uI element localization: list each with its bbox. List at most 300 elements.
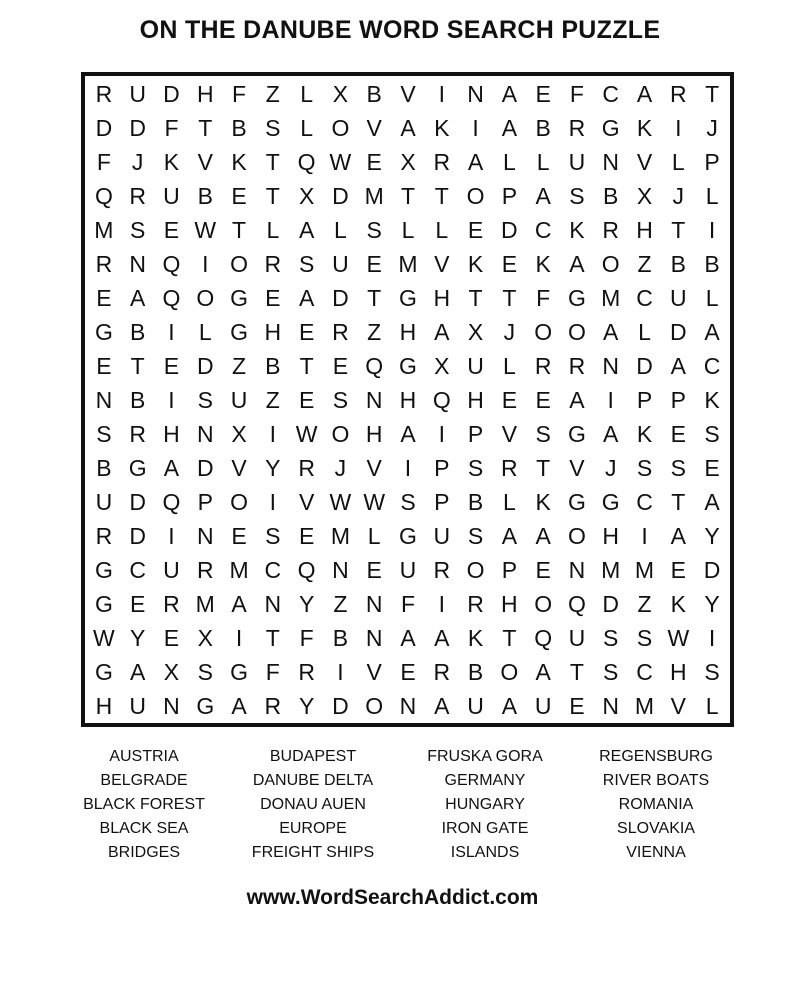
grid-letter: G: [94, 658, 113, 685]
grid-letter: P: [501, 556, 518, 583]
grid-letter: A: [298, 217, 315, 244]
grid-letter: L: [705, 183, 719, 210]
grid-letter: S: [569, 183, 585, 210]
grid-letter: A: [130, 285, 146, 312]
grid-letter: B: [704, 251, 720, 278]
grid-letter: E: [163, 624, 180, 651]
grid-letter: H: [636, 217, 653, 244]
grid-letter: B: [130, 319, 146, 346]
grid-letter: Z: [333, 590, 348, 617]
word-list-item: SLOVAKIA: [617, 820, 695, 837]
grid-letter: G: [94, 319, 113, 346]
grid-letter: X: [400, 149, 416, 176]
word-list-item: IRON GATE: [441, 820, 529, 837]
grid-letter: B: [670, 251, 686, 278]
grid-letter: A: [603, 420, 619, 447]
grid-letter: R: [433, 149, 451, 176]
grid-letter: T: [367, 285, 382, 312]
grid-letter: Y: [130, 624, 146, 651]
grid-letter: T: [265, 624, 280, 651]
grid-letter: U: [163, 183, 180, 210]
grid-letter: Q: [162, 251, 181, 278]
grid-letter: E: [670, 420, 686, 447]
grid-letter: R: [95, 81, 113, 108]
grid-letter: A: [535, 658, 551, 685]
grid-letter: K: [467, 251, 484, 278]
grid-letter: D: [163, 81, 180, 108]
grid-letter: T: [198, 115, 213, 142]
grid-letter: A: [434, 624, 450, 651]
word-list-item: RIVER BOATS: [602, 772, 710, 789]
grid-letter: A: [501, 692, 518, 719]
grid-letter: P: [434, 488, 450, 515]
grid-letter: I: [675, 115, 682, 142]
grid-letter: T: [400, 183, 416, 210]
grid-letter: Q: [162, 285, 181, 312]
grid-letter: G: [601, 488, 620, 515]
grid-letter: E: [366, 556, 382, 583]
grid-letter: S: [603, 658, 619, 685]
grid-letter: D: [669, 319, 687, 346]
grid-letter: S: [265, 115, 281, 142]
grid-letter: I: [472, 115, 479, 142]
grid-letter: C: [264, 556, 282, 583]
grid-letter: F: [299, 624, 314, 651]
grid-letter: R: [501, 454, 518, 481]
grid-letter: R: [332, 319, 349, 346]
grid-letter: V: [366, 658, 382, 685]
grid-letter: H: [163, 420, 180, 447]
grid-letter: F: [232, 81, 247, 108]
grid-letter: V: [366, 454, 382, 481]
grid-letter: E: [130, 590, 146, 617]
grid-letter: M: [601, 285, 621, 312]
grid-letter: A: [231, 692, 247, 719]
grid-letter: E: [569, 692, 585, 719]
grid-letter: N: [129, 251, 146, 278]
grid-letter: N: [365, 590, 383, 617]
grid-letter: E: [535, 81, 551, 108]
grid-letter: G: [601, 115, 620, 142]
grid-letter: O: [567, 319, 586, 346]
grid-letter: P: [501, 183, 518, 210]
grid-letter: C: [129, 556, 146, 583]
grid-letter: L: [435, 217, 449, 244]
grid-letter: I: [641, 522, 648, 549]
grid-letter: X: [332, 81, 349, 108]
grid-letter: B: [467, 658, 484, 685]
grid-letter: U: [669, 285, 687, 312]
grid-letter: R: [568, 353, 586, 380]
grid-letter: B: [467, 488, 484, 515]
grid-letter: P: [467, 420, 484, 447]
puzzle-title: ON THE DANUBE WORD SEARCH PUZZLE: [139, 16, 661, 44]
grid-letter: T: [434, 183, 449, 210]
grid-letter: H: [399, 386, 417, 413]
grid-letter: I: [269, 488, 277, 515]
grid-letter: M: [330, 522, 350, 549]
grid-letter: G: [196, 692, 215, 719]
grid-letter: Y: [298, 590, 315, 617]
grid-letter: J: [334, 454, 347, 481]
word-list-item: HUNGARY: [445, 796, 525, 813]
grid-letter: N: [602, 692, 620, 719]
grid-letter: F: [96, 149, 111, 176]
grid-letter: E: [535, 386, 551, 413]
grid-letter: D: [332, 692, 349, 719]
grid-letter: F: [265, 658, 280, 685]
grid-letter: E: [96, 285, 112, 312]
grid-letter: S: [467, 522, 484, 549]
grid-letter: S: [636, 624, 653, 651]
grid-letter: O: [466, 556, 485, 583]
grid-letter: Z: [265, 386, 280, 413]
grid-letter: V: [366, 115, 382, 142]
grid-letter: A: [163, 454, 180, 481]
grid-letter: I: [708, 217, 716, 244]
grid-letter: A: [704, 319, 720, 346]
grid-letter: A: [535, 183, 551, 210]
grid-letter: O: [500, 658, 519, 685]
grid-letter: H: [467, 386, 484, 413]
word-list-item: BLACK FOREST: [83, 796, 205, 813]
grid-letter: E: [231, 522, 247, 549]
grid-letter: L: [401, 217, 415, 244]
grid-letter: R: [534, 353, 552, 380]
grid-letter: L: [367, 522, 381, 549]
grid-letter: R: [298, 658, 315, 685]
grid-letter: I: [607, 386, 614, 413]
grid-letter: K: [670, 590, 686, 617]
word-list: [60, 745, 750, 865]
grid-letter: O: [230, 251, 248, 278]
word-list-item: AUSTRIA: [109, 748, 179, 765]
grid-letter: E: [163, 353, 180, 380]
word-list-item: FRUSKA GORA: [427, 748, 543, 765]
grid-letter: I: [438, 420, 445, 447]
grid-letter: C: [636, 658, 653, 685]
grid-letter: S: [332, 386, 349, 413]
grid-letter: P: [670, 386, 686, 413]
grid-letter: G: [399, 353, 417, 380]
grid-letter: S: [704, 420, 720, 447]
grid-letter: R: [602, 217, 620, 244]
word-list-item: DONAU AUEN: [260, 796, 366, 813]
grid-letter: G: [567, 488, 586, 515]
grid-letter: F: [164, 115, 179, 142]
grid-letter: I: [202, 251, 209, 278]
grid-letter: L: [502, 149, 516, 176]
grid-letter: L: [300, 81, 314, 108]
grid-letter: S: [603, 624, 619, 651]
letter-grid: [87, 78, 729, 723]
grid-letter: T: [536, 454, 551, 481]
grid-letter: I: [438, 590, 445, 617]
grid-letter: M: [601, 556, 621, 583]
grid-letter: X: [636, 183, 653, 210]
grid-letter: E: [366, 149, 382, 176]
grid-letter: M: [229, 556, 249, 583]
grid-letter: R: [264, 251, 282, 278]
grid-letter: Y: [704, 522, 720, 549]
grid-letter: D: [501, 217, 518, 244]
grid-letter: T: [468, 285, 483, 312]
grid-letter: D: [703, 556, 721, 583]
grid-letter: I: [168, 522, 175, 549]
grid-letter: H: [95, 692, 113, 719]
grid-letter: J: [503, 319, 516, 346]
grid-letter: H: [264, 319, 282, 346]
grid-letter: S: [670, 454, 686, 481]
grid-letter: G: [230, 285, 248, 312]
grid-letter: Z: [637, 251, 652, 278]
grid-letter: D: [129, 522, 146, 549]
grid-letter: G: [399, 522, 417, 549]
grid-letter: S: [704, 658, 720, 685]
grid-letter: L: [266, 217, 280, 244]
grid-letter: A: [467, 149, 484, 176]
grid-letter: E: [163, 217, 180, 244]
grid-letter: U: [129, 81, 146, 108]
grid-letter: O: [196, 285, 215, 312]
grid-letter: A: [400, 420, 416, 447]
grid-letter: U: [433, 522, 451, 549]
grid-letter: G: [567, 420, 586, 447]
grid-letter: H: [669, 658, 687, 685]
grid-letter: N: [568, 556, 586, 583]
grid-letter: C: [602, 81, 620, 108]
grid-letter: U: [129, 692, 146, 719]
grid-letter: S: [197, 658, 213, 685]
grid-letter: I: [337, 658, 344, 685]
grid-letter: C: [534, 217, 552, 244]
grid-letter: U: [568, 149, 586, 176]
word-list-item: BELGRADE: [100, 772, 188, 789]
grid-letter: G: [399, 285, 417, 312]
grid-letter: F: [536, 285, 551, 312]
grid-letter: B: [96, 454, 112, 481]
grid-letter: K: [535, 488, 551, 515]
grid-letter: M: [398, 251, 418, 278]
grid-letter: K: [163, 149, 180, 176]
grid-letter: R: [95, 522, 113, 549]
grid-letter: B: [197, 183, 213, 210]
grid-letter: A: [130, 658, 146, 685]
grid-letter: C: [636, 285, 653, 312]
grid-letter: A: [569, 251, 585, 278]
grid-letter: S: [265, 522, 281, 549]
word-list-item: FREIGHT SHIPS: [251, 844, 375, 861]
grid-letter: X: [467, 319, 484, 346]
grid-letter: N: [95, 386, 113, 413]
grid-letter: J: [604, 454, 617, 481]
grid-letter: U: [95, 488, 113, 515]
grid-letter: I: [269, 420, 277, 447]
word-list-item: ROMANIA: [618, 796, 694, 813]
grid-letter: Q: [534, 624, 553, 651]
grid-letter: C: [636, 488, 653, 515]
grid-letter: D: [636, 353, 653, 380]
grid-letter: N: [365, 386, 383, 413]
grid-letter: A: [400, 624, 416, 651]
grid-letter: S: [400, 488, 416, 515]
grid-letter: T: [232, 217, 247, 244]
grid-letter: K: [467, 624, 484, 651]
grid-letter: Z: [232, 353, 247, 380]
grid-letter: E: [467, 217, 484, 244]
grid-letter: T: [569, 658, 584, 685]
grid-letter: N: [399, 692, 417, 719]
grid-letter: I: [168, 319, 175, 346]
grid-letter: A: [434, 319, 450, 346]
grid-letter: G: [94, 556, 113, 583]
grid-letter: S: [535, 420, 551, 447]
grid-letter: D: [196, 353, 214, 380]
grid-letter: I: [235, 624, 243, 651]
grid-letter: X: [197, 624, 213, 651]
website-footer: www.WordSearchAddict.com: [246, 886, 539, 909]
word-list-item: VIENNA: [626, 844, 686, 861]
grid-letter: T: [265, 149, 280, 176]
grid-letter: L: [638, 319, 651, 346]
grid-letter: O: [567, 522, 586, 549]
grid-letter: B: [332, 624, 349, 651]
grid-letter: H: [196, 81, 214, 108]
grid-letter: H: [501, 590, 518, 617]
grid-letter: I: [438, 81, 445, 108]
word-list-item: REGENSBURG: [599, 748, 713, 765]
grid-letter: I: [404, 454, 412, 481]
grid-letter: P: [636, 386, 653, 413]
grid-letter: L: [502, 488, 516, 515]
grid-letter: Q: [432, 386, 451, 413]
grid-letter: P: [704, 149, 720, 176]
grid-letter: A: [670, 353, 686, 380]
grid-letter: E: [231, 183, 247, 210]
grid-letter: E: [366, 251, 382, 278]
grid-letter: U: [568, 624, 586, 651]
grid-letter: N: [196, 522, 214, 549]
grid-letter: G: [230, 319, 248, 346]
grid-letter: F: [400, 590, 416, 617]
grid-letter: O: [534, 319, 553, 346]
grid-letter: S: [636, 454, 653, 481]
grid-letter: A: [704, 488, 720, 515]
grid-letter: N: [264, 590, 282, 617]
grid-letter: L: [705, 692, 719, 719]
grid-letter: A: [603, 319, 619, 346]
grid-letter: A: [400, 115, 416, 142]
grid-letter: O: [534, 590, 553, 617]
grid-letter: Z: [265, 81, 280, 108]
grid-letter: W: [363, 488, 386, 515]
grid-letter: H: [399, 319, 417, 346]
grid-letter: Y: [265, 454, 281, 481]
grid-letter: I: [708, 624, 716, 651]
grid-letter: E: [704, 454, 720, 481]
grid-letter: B: [366, 81, 382, 108]
grid-letter: B: [130, 386, 146, 413]
grid-letter: J: [672, 183, 685, 210]
grid-letter: W: [295, 420, 318, 447]
grid-letter: H: [365, 420, 383, 447]
grid-letter: S: [197, 386, 213, 413]
grid-letter: M: [94, 217, 114, 244]
grid-letter: E: [96, 353, 112, 380]
grid-letter: A: [569, 386, 585, 413]
grid-letter: U: [163, 556, 180, 583]
grid-letter: R: [568, 115, 586, 142]
grid-letter: Q: [162, 488, 181, 515]
grid-letter: R: [669, 81, 687, 108]
grid-letter: P: [434, 454, 450, 481]
grid-letter: B: [231, 115, 247, 142]
grid-letter: G: [128, 454, 147, 481]
grid-letter: O: [331, 115, 350, 142]
grid-letter: T: [671, 488, 686, 515]
grid-letter: R: [433, 658, 451, 685]
grid-letter: S: [366, 217, 382, 244]
grid-letter: R: [163, 590, 180, 617]
grid-letter: A: [298, 285, 315, 312]
grid-letter: T: [671, 217, 686, 244]
grid-letter: V: [569, 454, 585, 481]
grid-letter: K: [231, 149, 247, 176]
grid-letter: T: [502, 285, 517, 312]
word-list-item: DANUBE DELTA: [252, 772, 374, 789]
grid-letter: E: [298, 386, 315, 413]
grid-letter: O: [230, 488, 248, 515]
grid-letter: X: [231, 420, 247, 447]
grid-letter: L: [334, 217, 347, 244]
grid-letter: S: [467, 454, 484, 481]
grid-letter: O: [365, 692, 384, 719]
grid-letter: E: [298, 319, 315, 346]
grid-letter: E: [265, 285, 281, 312]
grid-letter: R: [196, 556, 214, 583]
grid-letter: G: [230, 658, 248, 685]
grid-letter: K: [434, 115, 450, 142]
grid-letter: O: [331, 420, 350, 447]
grid-letter: M: [634, 692, 655, 719]
grid-letter: V: [501, 420, 518, 447]
grid-letter: D: [196, 454, 214, 481]
grid-letter: V: [197, 149, 213, 176]
grid-letter: D: [332, 183, 349, 210]
grid-letter: W: [329, 488, 352, 515]
word-list-item: ISLANDS: [450, 844, 520, 861]
grid-letter: D: [129, 488, 146, 515]
grid-letter: V: [298, 488, 315, 515]
grid-letter: J: [131, 149, 144, 176]
grid-letter: R: [129, 183, 146, 210]
grid-letter: A: [231, 590, 247, 617]
grid-letter: S: [96, 420, 112, 447]
grid-letter: R: [467, 590, 484, 617]
grid-letter: E: [400, 658, 416, 685]
grid-letter: M: [195, 590, 215, 617]
grid-letter: L: [198, 319, 212, 346]
grid-letter: K: [636, 420, 653, 447]
grid-letter: A: [501, 522, 518, 549]
grid-letter: W: [93, 624, 115, 651]
word-list-item: BUDAPEST: [269, 748, 357, 765]
grid-letter: X: [163, 658, 180, 685]
grid-letter: X: [434, 353, 450, 380]
grid-letter: W: [194, 217, 217, 244]
grid-letter: X: [298, 183, 315, 210]
grid-letter: V: [670, 692, 686, 719]
